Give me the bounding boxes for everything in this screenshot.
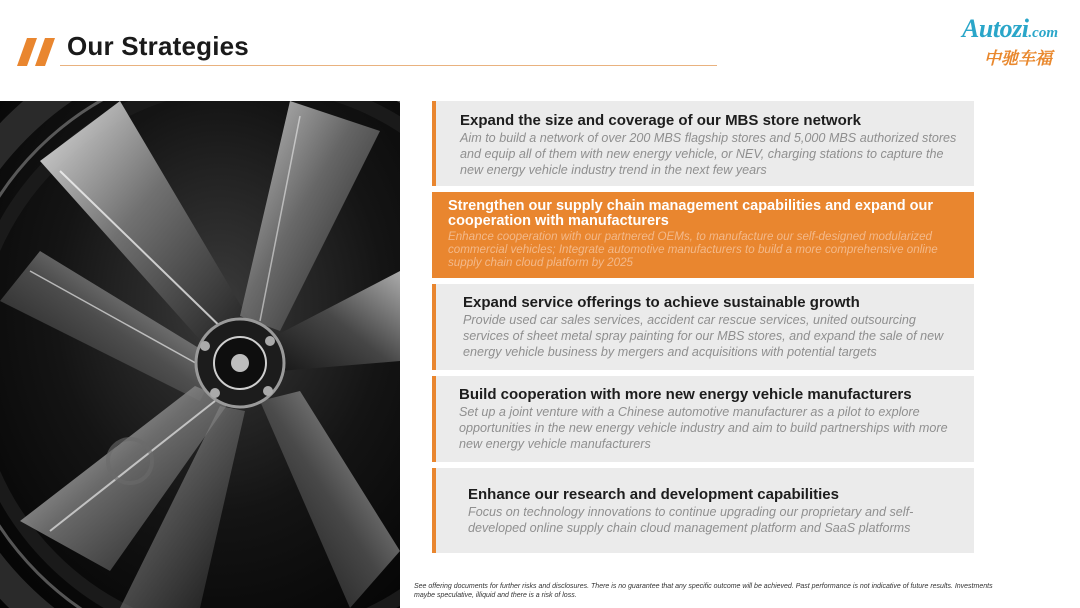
- hero-wheel-image: [0, 101, 400, 608]
- strategy-card-service-offerings: [432, 284, 974, 370]
- strategy-description: Set up a joint venture with a Chinese automotive manufacturer as a pilot to explore opportunities in the new energy vehicle industry and aim to build partnerships with more new energy vehicle manufacturers: [459, 405, 948, 451]
- title-underline: [60, 65, 717, 66]
- title-accent-slashes: [17, 38, 61, 66]
- autozi-logo: [934, 14, 1064, 70]
- strategy-card-research-development: [432, 468, 974, 553]
- strategy-title: Expand the size and coverage of our MBS store network: [460, 112, 861, 129]
- strategy-description: Provide used car sales services, accident car rescue services, united outsourcing services of sheet metal spray painting for our MBS stores, and expand the sale of new energy vehicle business by mergers and acquisitions with potential targets: [463, 313, 944, 359]
- logo-chinese-name: 中驰车福: [984, 49, 1052, 69]
- strategy-description: Enhance cooperation with our partnered OEMs, to manufacture our self-designed modularized commercial vehicles; Integrate automotive manufacturers to build a more comprehensive online supply chain cloud platform by 2025: [448, 230, 938, 269]
- strategy-card-supply-chain: [432, 192, 974, 278]
- strategy-title: Expand service offerings to achieve sustainable growth: [463, 294, 860, 311]
- car-wheel-rim-icon: [0, 101, 400, 608]
- strategy-card-nev-cooperation: [432, 376, 974, 462]
- strategy-title: Enhance our research and development capabilities: [468, 486, 839, 503]
- strategy-card-mbs-network: [432, 101, 974, 186]
- strategy-title: Build cooperation with more new energy vehicle manufacturers: [459, 386, 912, 403]
- legal-disclaimer: See offering documents for further risks and disclosures. There is no guarantee that any specific outcome will be achieved. Past performance is not indicative of future results. Investments maybe speculative, illiquid and there is a risk of loss.: [414, 583, 993, 599]
- strategy-title: Strengthen our supply chain management capabilities and expand our cooperation with manufacturers: [448, 198, 934, 229]
- page-title: Our Strategies: [67, 31, 249, 61]
- strategy-description: Focus on technology innovations to continue upgrading our proprietary and self-developed online supply chain cloud management platform and SaaS platforms: [468, 505, 914, 535]
- logo-wordmark: Autozi.com: [962, 14, 1058, 43]
- strategy-description: Aim to build a network of over 200 MBS flagship stores and 5,000 MBS authorized stores and equip all of them with new energy vehicle, or NEV, charging stations to capture the new energy vehicle industry trend in the next few years: [460, 131, 957, 177]
